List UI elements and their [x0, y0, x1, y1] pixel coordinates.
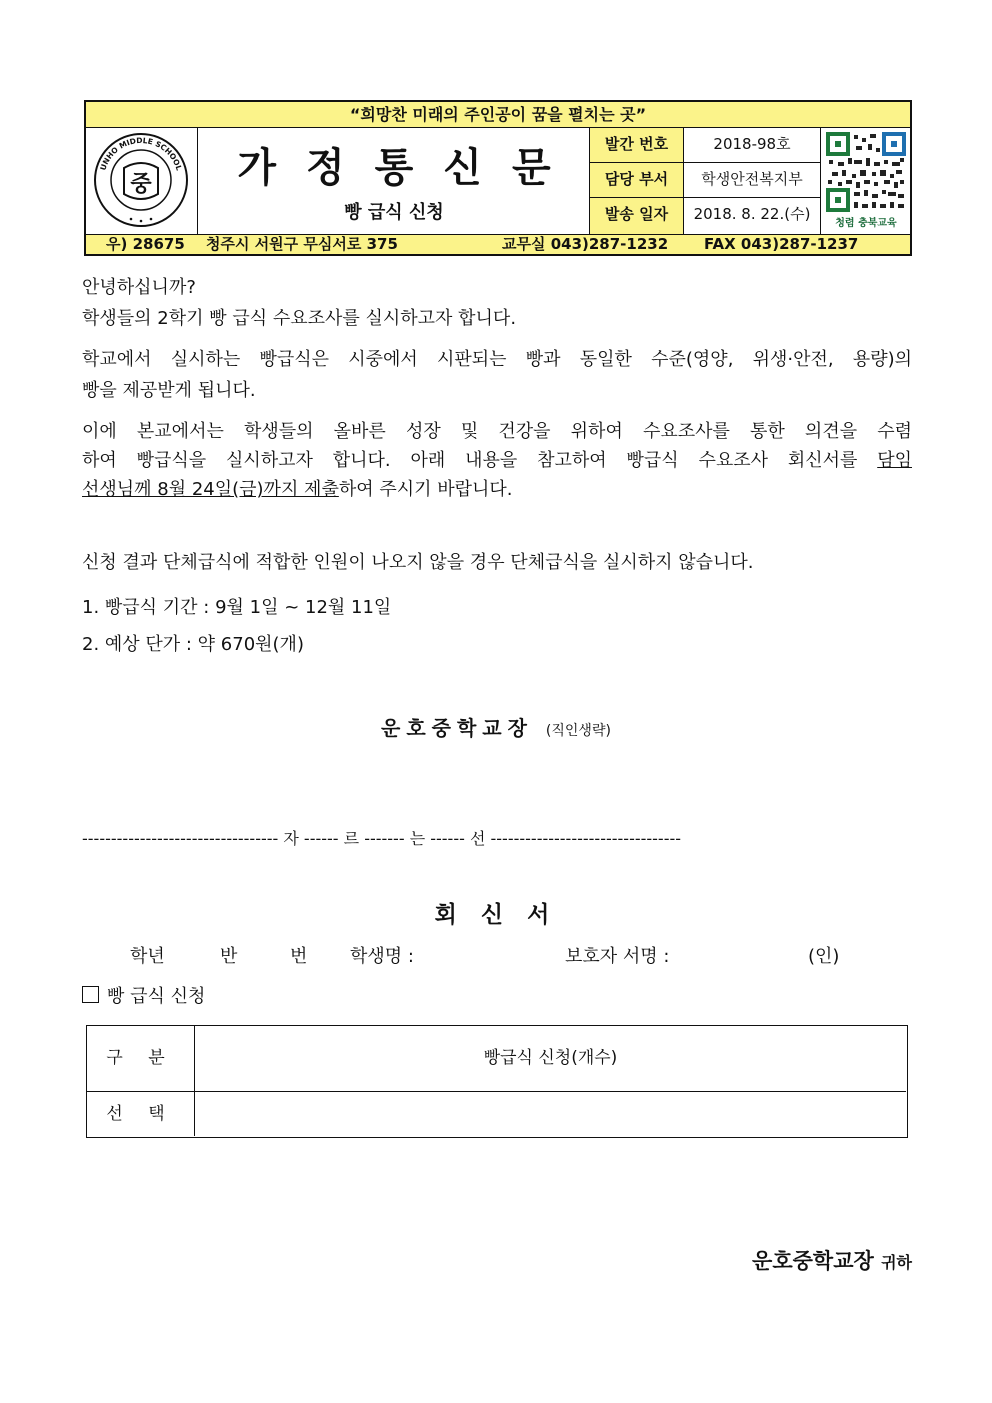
newsletter-title: 가정통신문 — [237, 144, 581, 191]
school-logo-cell — [86, 128, 198, 234]
qr-caption: 청렴 충북교육 — [835, 218, 897, 229]
principal-name: 운호중학교장 — [381, 716, 533, 740]
table-header-value: 빵급식 신청(개수) — [195, 1026, 906, 1092]
address-office-phone: 교무실 043)287-1232 — [502, 235, 669, 253]
checkbox-label: 빵 급식 신청 — [107, 986, 206, 1007]
deadline-highlight-b: 선생님께 8월 24일(금)까지 제출 — [82, 479, 339, 500]
notice-line: 신청 결과 단체급식에 적합한 인원이 나오지 않을 경우 단체급식을 실시하지 않습니다. — [82, 552, 754, 573]
reply-form-title: 회 신 서 — [434, 902, 558, 928]
newsletter-header — [84, 100, 912, 256]
addressee-suffix: 귀하 — [881, 1253, 912, 1272]
paragraph-2-line-2: 빵을 제공받게 됩니다. — [82, 380, 256, 401]
bread-meal-checkbox-row[interactable] — [82, 982, 205, 1008]
paragraph-3-closing: 하여 주시기 바랍니다. — [338, 479, 513, 500]
bread-meal-checkbox[interactable] — [82, 986, 99, 1003]
info-label: 발간 번호 — [590, 128, 684, 162]
guardian-sign-label: 보호자 서명 : — [565, 946, 670, 967]
info-value: 학생안전복지부 — [701, 170, 803, 188]
principal-signature — [0, 712, 992, 741]
address-street: 청주시 서원구 무심서로 375 — [206, 235, 398, 253]
qr-code-icon — [826, 132, 906, 212]
info-row-department — [590, 163, 820, 198]
paragraph-3-line-3 — [82, 474, 912, 506]
qr-cell — [820, 128, 910, 234]
info-label: 발송 일자 — [590, 198, 684, 234]
address-fax: FAX 043)287-1237 — [704, 235, 859, 253]
addressee — [600, 1245, 912, 1275]
emblem-mark: 중 — [130, 172, 152, 197]
newsletter-subtitle: 빵 급식 신청 — [344, 202, 444, 223]
info-row-issue-number — [590, 128, 820, 163]
paragraph-3-text: 하여 빵급식을 실시하고자 합니다. 아래 내용을 참고하여 빵급식 수요조사 회신서를 — [82, 450, 878, 471]
paragraph-3-line-1: 이에 본교에서는 학생들의 올바른 성장 및 건강을 위하여 수요조사를 통한 의견을 수렴 — [82, 421, 912, 442]
student-name-label: 학생명 : — [350, 946, 414, 967]
reply-table — [86, 1025, 908, 1138]
svg-text:UNHO MIDDLE SCHOOL — [98, 136, 183, 172]
deadline-highlight-a: 담임 — [877, 450, 912, 471]
school-emblem-icon — [86, 128, 196, 232]
greeting: 안녕하십니까? — [82, 277, 196, 298]
info-label: 담당 부서 — [590, 163, 684, 197]
cut-line: ---------------------------------- 자 ------ 르 ------- 는 ------ 선 --------------------------------- — [82, 829, 682, 848]
intro-line: 학생들의 2학기 빵 급식 수요조사를 실시하고자 합니다. — [82, 308, 517, 329]
school-address-bar — [86, 234, 910, 254]
paragraph-3-line-2 — [82, 445, 912, 477]
paragraph-2-line-1: 학교에서 실시하는 빵급식은 시중에서 시판되는 빵과 동일한 수준(영양, 위생·안전, 용량)의 — [82, 349, 912, 370]
emblem-school-name: UNHO MIDDLE SCHOOL — [98, 135, 184, 172]
number-label: 번 — [290, 946, 308, 967]
info-value: 2018-98호 — [713, 135, 791, 153]
grade-label: 학년 — [130, 946, 165, 967]
item-price: 2. 예상 단가 : 약 670원(개) — [82, 634, 304, 655]
school-slogan: “희망찬 미래의 주인공이 꿈을 펼치는 곳” — [86, 102, 910, 128]
table-row-label: 선 택 — [87, 1092, 195, 1136]
info-value: 2018. 8. 22.(수) — [693, 205, 811, 223]
title-cell — [198, 128, 590, 234]
bread-count-input-cell[interactable] — [195, 1092, 906, 1136]
addressee-name: 운호중학교장 — [752, 1249, 874, 1273]
item-period: 1. 빵급식 기간 : 9월 1일 ~ 12월 11일 — [82, 597, 392, 618]
table-header-label: 구 분 — [87, 1026, 195, 1092]
reply-student-fields — [0, 942, 992, 970]
seal-label: (인) — [808, 946, 840, 967]
info-row-send-date — [590, 198, 820, 234]
class-label: 반 — [220, 946, 238, 967]
seal-omitted-note: (직인생략) — [545, 723, 611, 739]
address-zip: 우) 28675 — [106, 235, 185, 253]
